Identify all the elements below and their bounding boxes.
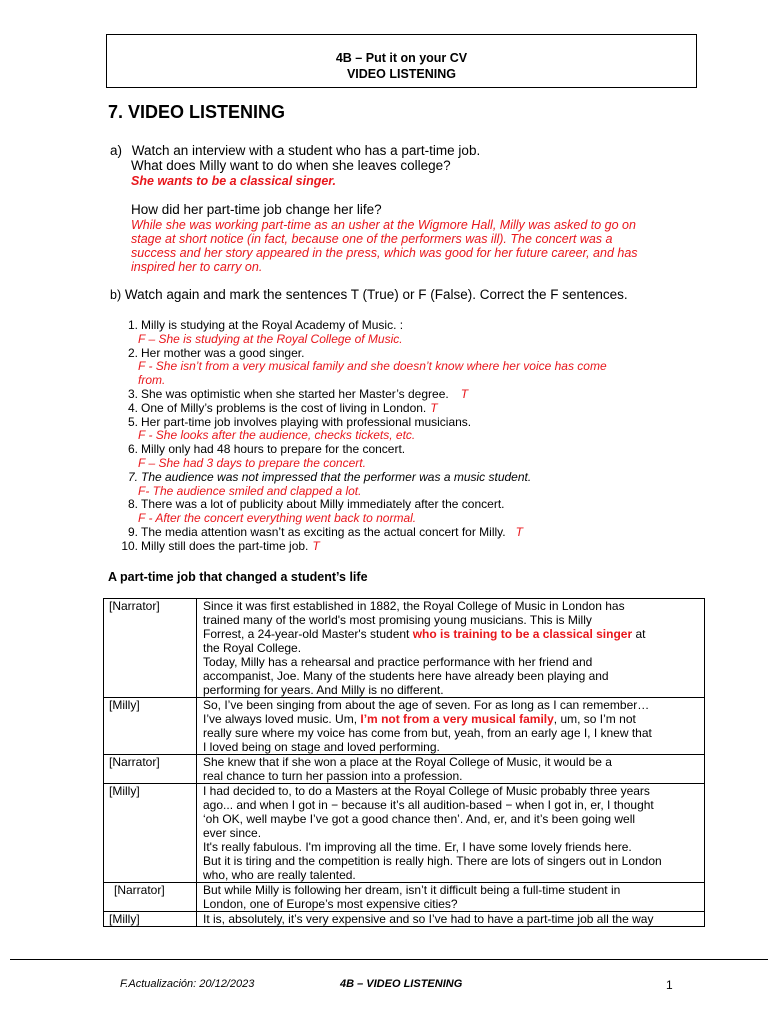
list-item [117, 498, 677, 512]
highlight-text: who is training to be a classical singer [412, 627, 633, 641]
item-number: 4. [127, 400, 138, 415]
item-number: 6. [127, 442, 138, 457]
page-number: 1 [666, 978, 673, 992]
list-item [117, 388, 677, 402]
footer-divider [10, 959, 768, 960]
speech-line [203, 627, 698, 641]
table-row [104, 599, 705, 698]
part-a-question2: How did her part-time job change her life? [131, 202, 382, 217]
item-text: The audience was not impressed that the performer was a music student. [141, 469, 532, 484]
item-correction: F – She had 3 days to prepare the concert. [138, 455, 366, 470]
section-title: 7. VIDEO LISTENING [108, 102, 286, 122]
item-number: 5. [127, 414, 138, 429]
speech-text: , um, so I’m not [553, 712, 636, 726]
table-row [104, 883, 705, 912]
item-mark: T [312, 538, 320, 553]
list-item [117, 471, 677, 485]
speech-cell [197, 912, 705, 927]
list-item [117, 416, 677, 430]
speech-cell [197, 755, 705, 784]
item-text: The media attention wasn’t as exciting as the actual concert for Milly. [141, 524, 506, 539]
item-number: 2. [127, 345, 138, 360]
speech-line: ‘oh OK, well maybe I’ve got a good chance then’. And, er, and it’s been going well [203, 812, 636, 826]
speech-line: ago... and when I got in − because it’s all audition-based − when I got in, er, I thought [203, 798, 654, 812]
speech-text: I’ve always loved music. Um, [203, 712, 361, 726]
speech-text: at [632, 627, 646, 641]
speech-line: London, one of Europe’s most expensive cities? [203, 897, 458, 911]
speaker-cell: [Milly] [104, 912, 197, 927]
speech-line: Since it was first established in 1882, the Royal College of Music in London has [203, 599, 625, 613]
item-mark: T [515, 524, 523, 539]
item-text: One of Milly’s problems is the cost of living in London. [141, 400, 427, 415]
table-row [104, 912, 705, 927]
item-text: Milly only had 48 hours to prepare for the concert. [141, 442, 406, 457]
item-number: 3. [127, 386, 138, 401]
speech-line: I loved being on stage and loved performing. [203, 740, 440, 754]
speech-line: really sure where my voice has come from but, yeah, from an early age I, I knew that [203, 726, 652, 740]
table-row [104, 698, 705, 755]
document-header [106, 34, 697, 88]
list-item [117, 319, 677, 333]
table-row [104, 755, 705, 784]
part-a-question1: What does Milly want to do when she leaves college? [131, 158, 451, 173]
speech-line: trained many of the world's most promising young musicians. This is Milly [203, 613, 592, 627]
item-correction: F- The audience smiled and clapped a lot. [138, 483, 362, 498]
speech-line: real chance to turn her passion into a profession. [203, 769, 463, 783]
speech-line: accompanist, Joe. Many of the students here have already been playing and [203, 669, 609, 683]
speech-line: the Royal College. [203, 641, 302, 655]
true-false-list [117, 319, 677, 554]
item-mark: T [460, 386, 469, 401]
table-row [104, 784, 705, 883]
footer-title: 4B – VIDEO LISTENING [340, 978, 463, 990]
list-item [117, 402, 677, 416]
part-a-line1 [110, 143, 480, 158]
speech-line: I had decided to, to do a Masters at the Royal College of Music probably three years [203, 784, 650, 798]
transcript-title: A part-time job that changed a student’s life [108, 570, 368, 584]
speech-cell [197, 698, 705, 755]
item-correction: from. [138, 373, 166, 388]
speaker-cell: [Narrator] [104, 599, 197, 698]
part-b-line [110, 287, 628, 303]
item-correction: F - She isn’t from a very musical family and she doesn’t know where her voice has come [138, 359, 607, 374]
speech-cell [197, 883, 705, 912]
item-correction: F – She is studying at the Royal College of Music. [138, 331, 403, 346]
speech-line: Today, Milly has a rehearsal and practice performance with her friend and [203, 655, 593, 669]
item-number: 9. [127, 524, 138, 539]
item-correction: F - After the concert everything went back to normal. [138, 511, 417, 526]
speech-cell [197, 599, 705, 698]
part-a-instruction: Watch an interview with a student who has a part-time job. [131, 143, 481, 158]
speech-line: who, who are really talented. [203, 868, 356, 882]
speaker-cell: [Narrator] [104, 755, 197, 784]
footer-date: F.Actualización: 20/12/2023 [120, 978, 255, 990]
item-number: 1. [127, 318, 138, 332]
list-item [117, 526, 677, 540]
speaker-cell: [Milly] [104, 784, 197, 883]
speech-line: But while Milly is following her dream, isn’t it difficult being a full-time student in [203, 883, 621, 897]
item-text: Her part-time job involves playing with professional musicians. [141, 414, 472, 429]
header-subtitle: VIDEO LISTENING [346, 67, 457, 81]
item-text: There was a lot of publicity about Milly immediately after the concert. [141, 497, 505, 512]
item-text: Her mother was a good singer. [141, 345, 305, 360]
speech-line: So, I’ve been singing from about the age of seven. For as long as I can remember… [203, 698, 650, 712]
item-number: 10. [121, 538, 138, 553]
answer2-line: While she was working part-time as an usher at the Wigmore Hall, Milly was asked to go on [131, 218, 636, 232]
highlight-text: I’m not from a very musical family [360, 712, 554, 726]
speech-line: It is, absolutely, it’s very expensive and so I’ve had to have a part-time job all the way [203, 912, 654, 926]
list-item [117, 540, 677, 554]
speaker-cell: [Narrator] [104, 883, 197, 912]
part-a-answer1: She wants to be a classical singer. [131, 174, 336, 188]
speech-text: Forrest, a 24-year-old Master's student [203, 627, 413, 641]
item-text: Milly is studying at the Royal Academy of Music. : [141, 318, 404, 332]
part-b-instruction: Watch again and mark the sentences T (True) or F (False). Correct the F sentences. [124, 287, 628, 302]
answer2-line: stage at short notice (in fact, because one of the performers was ill). The concert was a [131, 232, 613, 246]
answer2-line: inspired her to carry on. [131, 260, 263, 274]
list-item [117, 347, 677, 361]
answer2-line: success and her story appeared in the press, which was good for her future career, and has [131, 246, 638, 260]
part-a-label: a) [110, 143, 123, 158]
item-correction: F - She looks after the audience, checks tickets, etc. [138, 428, 416, 443]
speech-line: She knew that if she won a place at the Royal College of Music, it would be a [203, 755, 612, 769]
item-text: She was optimistic when she started her Master’s degree. [141, 386, 449, 401]
speech-line: performing for years. And Milly is no different. [203, 683, 444, 697]
part-b-label: b) [110, 288, 122, 302]
speaker-cell: [Milly] [104, 698, 197, 755]
part-a-answer2 [131, 218, 638, 274]
transcript-table [103, 598, 705, 927]
item-number: 8. [127, 497, 138, 512]
speech-cell [197, 784, 705, 883]
list-item [117, 443, 677, 457]
item-text: Milly still does the part-time job. [141, 538, 309, 553]
speech-line: But it is tiring and the competition is really high. There are lots of singers out in London [203, 854, 662, 868]
speech-line [203, 712, 698, 726]
speech-line: It's really fabulous. I'm improving all the time. Er, I have some lovely friends here. [203, 840, 632, 854]
speech-line: ever since. [203, 826, 262, 840]
item-mark: T [430, 400, 438, 415]
item-number: 7. [127, 469, 138, 484]
header-title: 4B – Put it on your CV [335, 51, 468, 65]
